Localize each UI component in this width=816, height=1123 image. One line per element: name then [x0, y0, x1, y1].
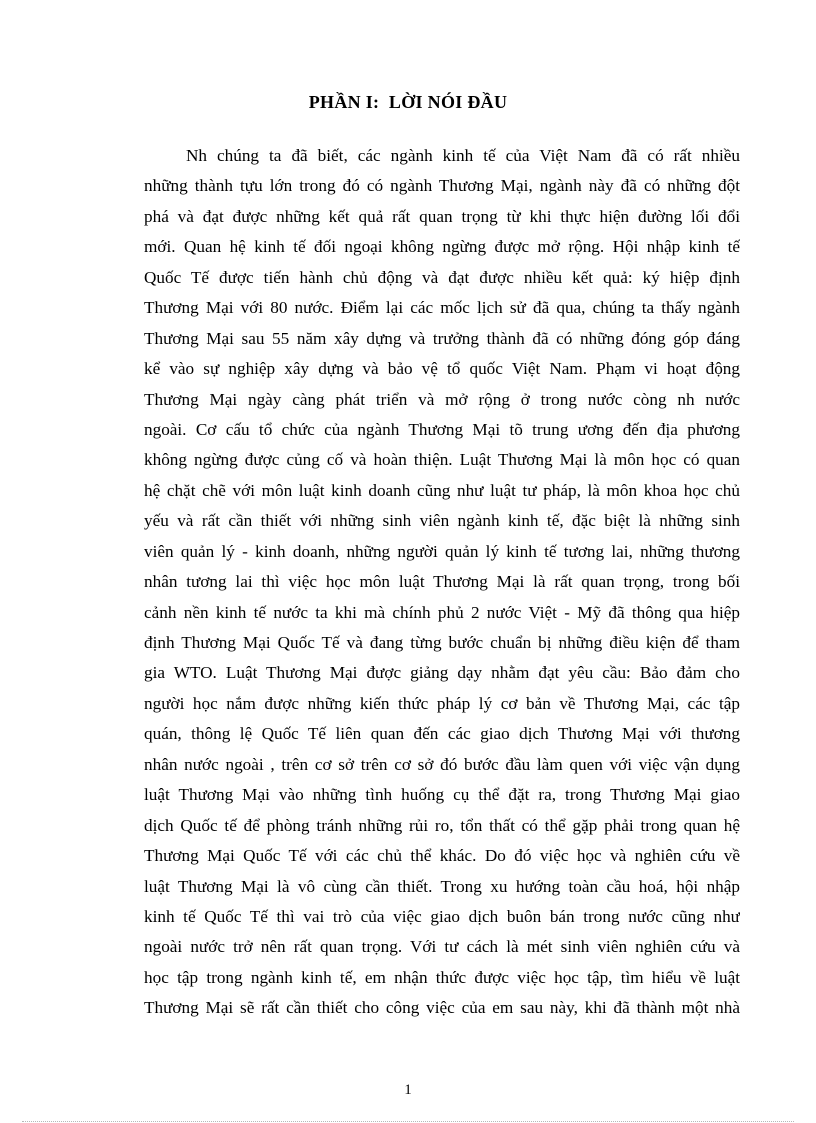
paragraph-line: mới. Quan hệ kinh tế đối ngoại không ngừng được mở rộng. Hội nhập kinh tế: [144, 237, 740, 257]
paragraph-line: học tập trong ngành kinh tế, em nhận thức được việc học tập, tìm hiểu về luật: [144, 967, 740, 987]
paragraph-line: Thương Mại Quốc Tế với các chủ thể khác. Do đó việc học và nghiên cứu về: [144, 846, 740, 866]
paragraph-line: Thương Mại sau 55 năm xây dựng và trưởng thành đã có những đóng góp đáng: [144, 328, 740, 348]
paragraph-line: ngoài. Cơ cấu tổ chức của ngành Thương Mại tõ trung ương đến địa phương: [144, 419, 740, 439]
paragraph-line: yếu và rất cần thiết với những sinh viên ngành kinh tế, đặc biệt là những sinh: [144, 511, 740, 531]
paragraph-line: hệ chặt chẽ với môn luật kinh doanh cũng như luật tư pháp, là môn khoa học chủ: [144, 480, 740, 500]
paragraph-line: nhân nước ngoài , trên cơ sở trên cơ sở đó bước đầu làm quen với việc vận dụng: [144, 754, 740, 774]
paragraph-line: kinh tế Quốc Tế thì vai trò của việc giao dịch buôn bán trong nước cũng như: [144, 906, 740, 926]
paragraph-line: cảnh nền kinh tế nước ta khi mà chính phủ 2 nước Việt - Mỹ đã thông qua hiệp: [144, 602, 740, 622]
page-bottom-divider: [22, 1121, 794, 1122]
paragraph-line: dịch Quốc tế để phòng tránh những rủi ro, tổn thất có thể gặp phải trong quan hệ: [144, 815, 740, 835]
paragraph-line: định Thương Mại Quốc Tế và đang từng bước chuẩn bị những điều kiện để tham: [144, 633, 740, 652]
paragraph-line: Thương Mại ngày càng phát triển và mở rộng ở trong nước còng nh nước: [144, 389, 740, 409]
paragraph-line: quán, thông lệ Quốc Tế liên quan đến các giao dịch Thương Mại với thương: [144, 724, 740, 744]
paragraph-line: ngoài nước trở nên rất quan trọng. Với tư cách là mét sinh viên nghiên cứu và: [144, 937, 740, 957]
paragraph-line: viên quản lý - kinh doanh, những người quản lý kinh tế tương lai, những thương: [144, 541, 740, 561]
paragraph-line: Quốc Tế được tiến hành chủ động và đạt được nhiều kết quả: ký hiệp định: [144, 267, 740, 287]
paragraph-line: nhân tương lai thì việc học môn luật Thương Mại là rất quan trọng, trong bối: [144, 572, 740, 592]
page-number: 1: [404, 1082, 412, 1098]
paragraph-line: phá và đạt được những kết quả rất quan trọng từ khi thực hiện đường lối đổi: [144, 206, 740, 226]
paragraph-line: kể vào sự nghiệp xây dựng và bảo vệ tổ quốc Việt Nam. Phạm vi hoạt động: [144, 359, 740, 379]
paragraph-line: Thương Mại sẽ rất cần thiết cho công việc của em sau này, khi đã thành một nhà: [144, 998, 740, 1018]
paragraph-line: Nh chúng ta đã biết, các ngành kinh tế của Việt Nam đã có rất nhiều: [186, 146, 740, 165]
paragraph-line: Thương Mại với 80 nước. Điểm lại các mốc lịch sử đã qua, chúng ta thấy ngành: [144, 298, 740, 318]
paragraph-line: không ngừng được củng cố và hoàn thiện. Luật Thương Mại là môn học có quan: [144, 450, 740, 470]
paragraph-line: những thành tựu lớn trong đó có ngành Thương Mại, ngành này đã có những đột: [144, 176, 740, 196]
paragraph-line: luật Thương Mại là vô cùng cần thiết. Trong xu hướng toàn cầu hoá, hội nhập: [144, 876, 740, 896]
paragraph-line: người học nắm được những kiến thức pháp lý cơ bản về Thương Mại, các tập: [144, 693, 740, 713]
body-paragraph: [144, 141, 740, 1024]
paragraph-line: gia WTO. Luật Thương Mại được giảng dạy nhằm đạt yêu cầu: Bảo đảm cho: [144, 663, 740, 683]
paragraph-line: luật Thương Mại vào những tình huống cụ thể đặt ra, trong Thương Mại giao: [144, 785, 740, 805]
page-title: PHẦN I: LỜI NÓI ĐẦU: [308, 92, 508, 112]
